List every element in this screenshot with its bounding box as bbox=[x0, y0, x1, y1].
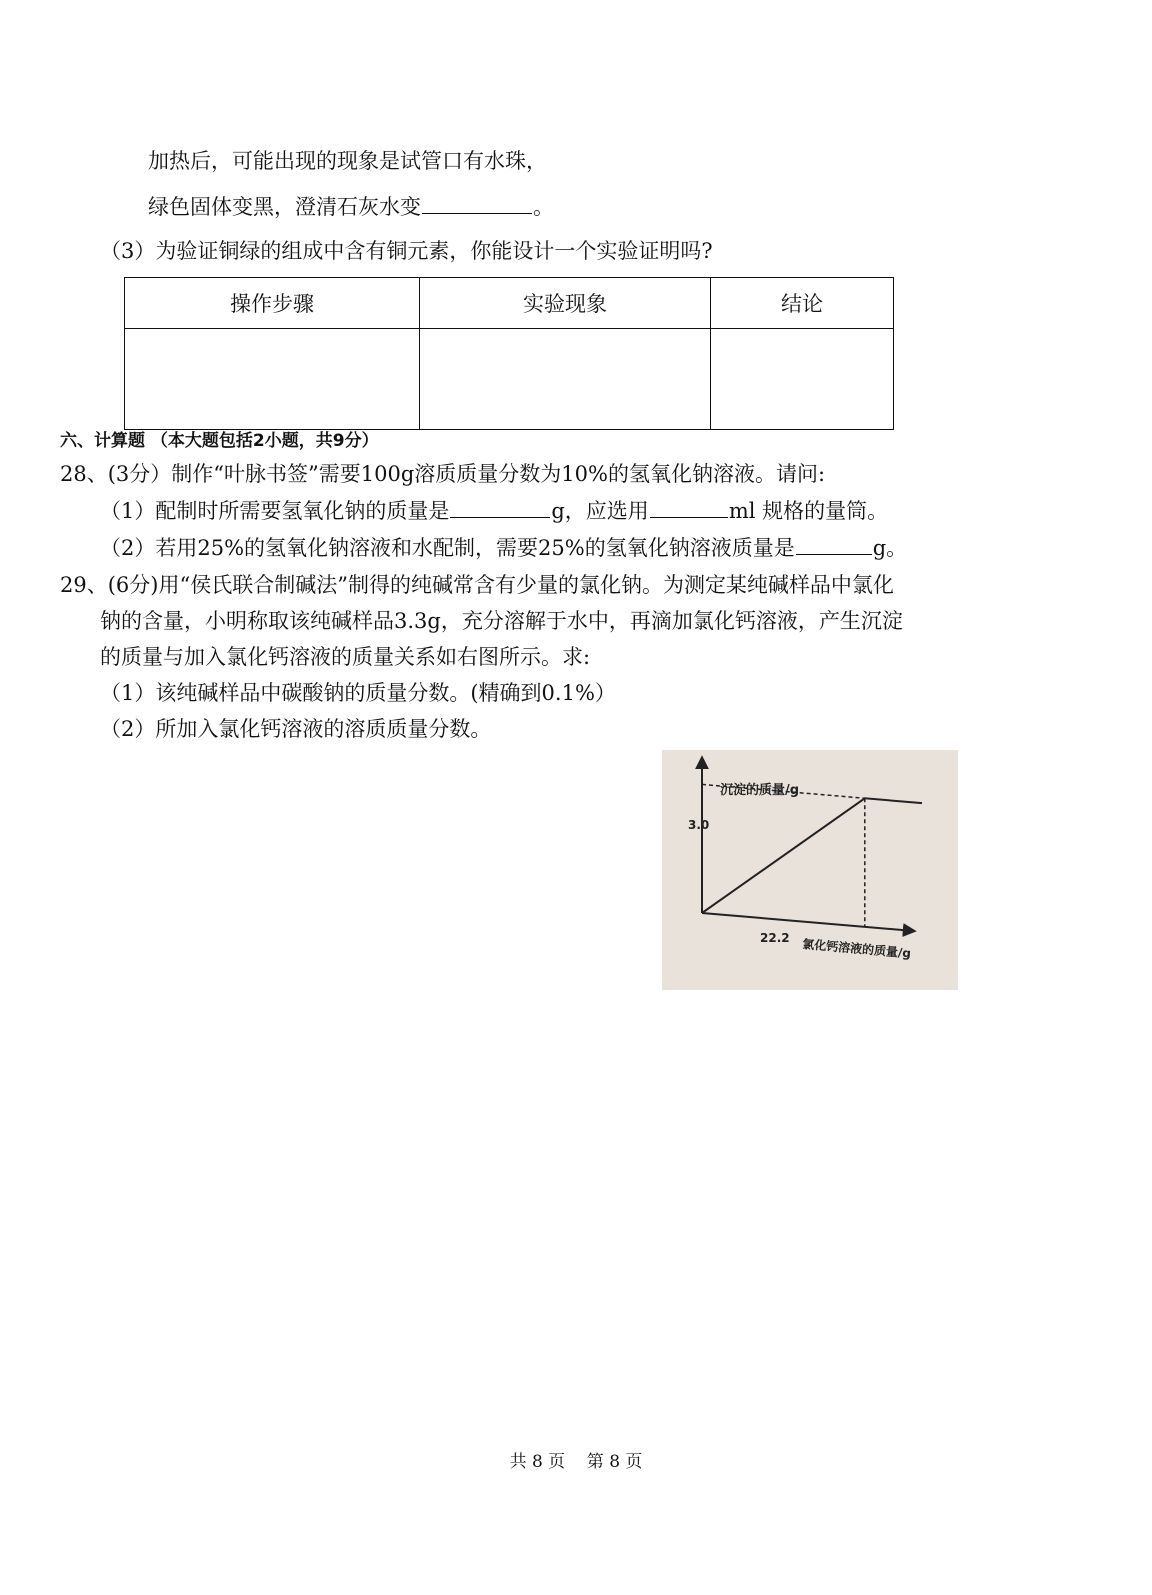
q28-part-2-text-a: （2）若用25%的氢氧化钠溶液和水配制，需要25%的氢氧化钠溶液质量是 bbox=[100, 536, 795, 560]
x-axis-label: 氯化钙溶液的质量/g bbox=[801, 937, 912, 961]
page-footer: 共 8 页 第 8 页 bbox=[509, 1452, 643, 1472]
q28-stem: 28、(3分）制作“叶脉书签”需要100g溶质质量分数为10%的氢氧化钠溶液。请问: bbox=[60, 462, 826, 486]
precipitate-series-line bbox=[702, 798, 922, 913]
q28-part-2 bbox=[100, 534, 907, 562]
q28-part-1-text-b: g，应选用 bbox=[551, 499, 649, 523]
series-layer bbox=[702, 784, 922, 926]
q27-line-2-text: 绿色固体变黑，澄清石灰水变 bbox=[148, 195, 421, 219]
q28-solution-blank[interactable] bbox=[796, 534, 872, 555]
table-cell-steps[interactable] bbox=[125, 329, 420, 430]
experiment-table bbox=[124, 277, 894, 430]
table-header-conclusion: 结论 bbox=[711, 278, 894, 329]
q29-stem-3: 的质量与加入氯化钙溶液的质量关系如右图所示。求: bbox=[100, 645, 591, 669]
q28-mass-blank[interactable] bbox=[450, 497, 550, 518]
q29-part-1: （1）该纯碱样品中碳酸钠的质量分数。(精确到0.1%） bbox=[100, 681, 616, 705]
table-cell-phenomenon[interactable] bbox=[420, 329, 711, 430]
q28-part-1 bbox=[100, 497, 888, 525]
q28-part-1-text-c: ml 规格的量筒。 bbox=[728, 499, 889, 523]
q27-line-2 bbox=[148, 193, 554, 221]
table-header-phenomenon: 实验现象 bbox=[420, 278, 711, 329]
precipitate-chart bbox=[662, 750, 958, 990]
q28-part-2-text-b: g。 bbox=[872, 536, 908, 560]
q29-stem-1: 29、(6分)用“侯氏联合制碱法”制得的纯碱常含有少量的氯化钠。为测定某纯碱样品中氯化 bbox=[60, 573, 894, 597]
x-tick-label: 22.2 bbox=[760, 931, 790, 945]
section-heading: 六、计算题 （本大题包括2小题，共9分） bbox=[60, 431, 379, 451]
y-tick-label: 3.0 bbox=[688, 818, 710, 832]
y-axis-label: 沉淀的质量/g bbox=[720, 783, 800, 798]
q29-part-2: （2）所加入氯化钙溶液的溶质质量分数。 bbox=[100, 717, 492, 741]
table-cell-conclusion[interactable] bbox=[711, 329, 894, 430]
x-axis bbox=[702, 913, 914, 931]
q28-part-1-text-a: （1）配制时所需要氢氧化钠的质量是 bbox=[100, 499, 450, 523]
chart-svg bbox=[662, 750, 958, 990]
q27-line-1: 加热后，可能出现的现象是试管口有水珠， bbox=[148, 149, 547, 173]
q29-stem-2: 钠的含量，小明称取该纯碱样品3.3g，充分溶解于水中，再滴加氯化钙溶液，产生沉淀 bbox=[100, 609, 903, 633]
q28-cylinder-blank[interactable] bbox=[650, 497, 728, 518]
q27-part-3: （3）为验证铜绿的组成中含有铜元素，你能设计一个实验证明吗? bbox=[100, 239, 713, 263]
table-header-steps: 操作步骤 bbox=[125, 278, 420, 329]
q27-line-2-end: 。 bbox=[533, 195, 554, 219]
q27-answer-blank[interactable] bbox=[422, 193, 532, 214]
